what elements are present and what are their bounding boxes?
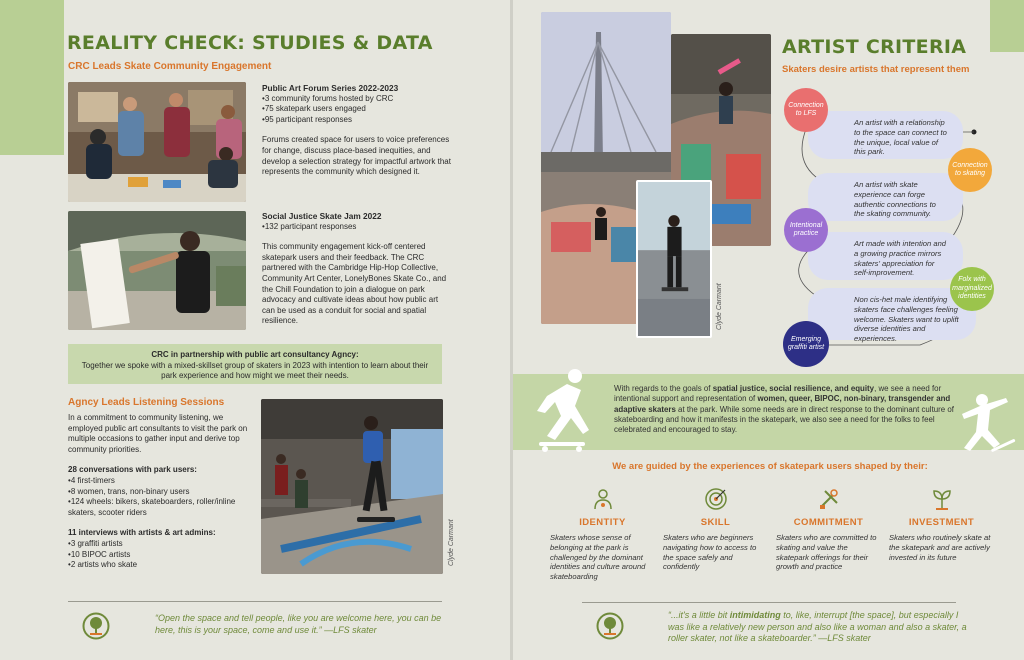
section-subtitle: CRC Leads Skate Community Engagement <box>68 61 272 72</box>
person-icon <box>591 487 615 511</box>
equity-statement <box>614 384 962 435</box>
page-title-right: ARTIST CRITERIA <box>782 36 967 58</box>
band-emphasis: women, queer, BIPOC, non-binary, transgender and adaptive skaters <box>614 394 951 414</box>
band-text-part: at the park. While some needs are in direct response to the dominant culture of skateboarding and how it manifests in the skatepark, we also see a need for the folks to feel celebrated and encouraged to stay. <box>614 404 954 435</box>
crc-logo-icon <box>596 612 624 640</box>
forum-photo <box>68 82 246 202</box>
forum-bullet: • 95 participant responses <box>262 115 452 126</box>
listening-heading: Agncy Leads Listening Sessions <box>68 397 225 408</box>
interview-bullet: • 2 artists who skate <box>68 560 250 571</box>
crc-logo-icon <box>82 612 110 640</box>
pillar-desc: Skaters who are committed to skating and value the skatepark offerings for their growth and practice <box>776 533 877 572</box>
pillar-title: INVESTMENT <box>908 517 975 528</box>
criteria-card <box>808 232 963 280</box>
criteria-text: Non cis-het male identifying skaters face challenges feeling welcome. Skaters want to uplift diverse identities and experiences. <box>854 295 959 344</box>
skater-silhouette-icon <box>527 366 597 456</box>
skate-jam-photo <box>68 211 246 330</box>
criteria-card <box>808 173 963 221</box>
criteria-text: An artist with skate experience can forge authentic connections to the skating community. <box>854 180 936 219</box>
forum-bullet: • 3 community forums hosted by CRC <box>262 94 452 105</box>
pillar-title: IDENTITY <box>579 517 626 528</box>
photo-credit-right: Clyde Carmant <box>716 283 723 330</box>
forum-section <box>262 83 452 178</box>
interviews-heading: 11 interviews with artists & art admins: <box>68 528 216 538</box>
criteria-card <box>808 111 963 159</box>
forum-bullet: • 75 skatepark users engaged <box>262 104 452 115</box>
pillar-investment <box>889 487 994 562</box>
partnership-box <box>68 344 442 384</box>
pillar-desc: Skaters who are beginners navigating how to access to the space safely and confidently <box>663 533 757 572</box>
pillar-desc: Skaters whose sense of belonging at the park is challenged by the dominant identities and culture around skateboarding <box>550 533 646 582</box>
jam-section <box>262 211 452 327</box>
skater-photo <box>261 399 443 574</box>
band-text-part: With regards to the goals of <box>614 384 713 393</box>
criteria-badge: Intentional practice <box>784 208 828 252</box>
pillar-title: SKILL <box>700 517 731 528</box>
forum-body: Forums created space for users to voice preferences for change, discuss place-based inequities, and develop a selection strategy for impactful artwork that represents the community which designed it. <box>262 135 451 177</box>
partnership-body: Together we spoke with a mixed-skillset group of skaters in 2023 with intention to learn about their park experience and how might we meet their needs. <box>81 360 429 380</box>
interview-bullet: • 3 graffiti artists <box>68 539 250 550</box>
quote-part: to, like, interrupt [the space], but especially I was like a relatively new person and also like a woman and also a skater, a roller skater, not like a skateboarder.” —LFS skater <box>668 610 967 643</box>
band-text-part: , we see a need for intentional support and representation of <box>614 384 942 404</box>
criteria-badge: Emerging graffiti artist <box>783 321 829 367</box>
quote-emphasis: intimidating <box>729 610 781 620</box>
conversation-bullet: • 8 women, trans, non-binary users <box>68 487 250 498</box>
jam-bullet: • 132 participant responses <box>262 222 452 233</box>
corner-accent <box>990 0 1024 52</box>
band-emphasis: spatial justice, social resilience, and equity <box>712 384 875 393</box>
sprout-icon <box>930 487 954 511</box>
page-title: REALITY CHECK: STUDIES & DATA <box>67 32 433 54</box>
criteria-text: An artist with a relationship to the space can connect to the unique, local value of this park. <box>854 118 947 157</box>
conversations-heading: 28 conversations with park users: <box>68 465 197 475</box>
pillar-commitment <box>776 487 881 572</box>
listening-section <box>68 413 250 571</box>
skater-stand-photo <box>636 180 712 338</box>
photo-credit: Clyde Carmant <box>448 519 455 566</box>
interview-bullet: • 10 BIPOC artists <box>68 550 250 561</box>
guided-heading: We are guided by the experiences of skatepark users shaped by their: <box>612 461 928 472</box>
right-quote <box>668 610 968 645</box>
divider <box>582 602 956 603</box>
criteria-badge: Folx with marginalized identities <box>950 267 994 311</box>
pillar-identity <box>550 487 655 582</box>
quote-part: “...it's a little bit <box>668 610 730 620</box>
section-subtitle-right: Skaters desire artists that represent them <box>782 64 970 75</box>
conversation-bullet: • 4 first-timers <box>68 476 250 487</box>
jam-body: This community engagement kick-off centered skatepark users and their feedback. The CRC partnered with the Cambridge Hip-Hop Collective, Community Art Center, LonelyBones Skate Co., and the Chill Foundation to join a dialogue on park advocacy and cultivate ideas about how public art can be used as a conduit for social and spatial resilience. <box>262 242 447 326</box>
jam-heading: Social Justice Skate Jam 2022 <box>262 211 382 221</box>
partnership-heading: CRC in partnership with public art consultancy Agncy: <box>151 350 359 359</box>
criteria-text: Art made with intention and a growing practice mirrors skaters' appreciation for self-improvement. <box>854 239 947 278</box>
left-quote: “Open the space and tell people, like you are welcome here, you can be here, this is your space, come and use it.” —LFS skater <box>155 613 442 635</box>
pillar-title: COMMITMENT <box>793 517 864 528</box>
pillar-skill <box>663 487 768 572</box>
listening-intro: In a commitment to community listening, we employed public art consultants to visit the park on multiple occasions to gather input and derive top community priorities. <box>68 413 248 454</box>
target-icon <box>704 487 728 511</box>
conversation-bullet: • 124 wheels: bikers, skateboarders, roller/inline skaters, scooter riders <box>68 497 250 518</box>
forum-heading: Public Art Forum Series 2022-2023 <box>262 83 399 93</box>
criteria-badge: Connection to skating <box>948 148 992 192</box>
tools-icon <box>817 487 841 511</box>
corner-accent <box>0 0 64 155</box>
pillar-desc: Skaters who routinely skate at the skatepark and are actively invested in its future <box>889 533 991 562</box>
divider <box>68 601 442 602</box>
criteria-badge: Connection to LFS <box>784 88 828 132</box>
